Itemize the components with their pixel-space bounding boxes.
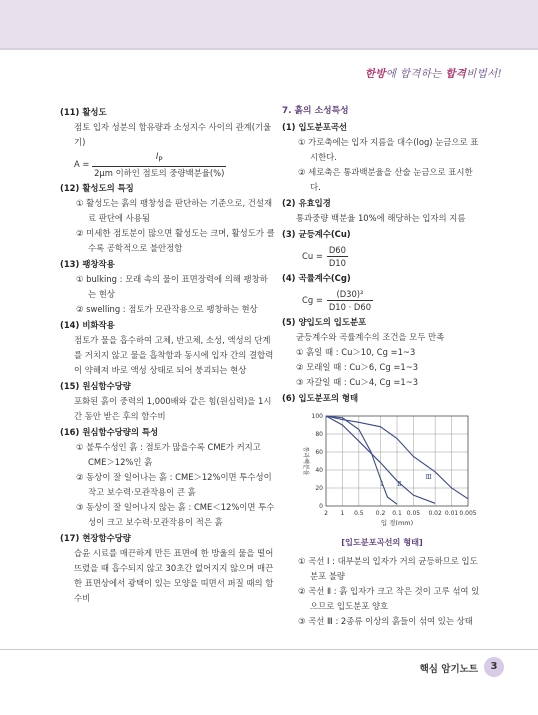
x-axis-label: 입 경(mm) xyxy=(380,519,414,527)
formula-num-sub: P xyxy=(158,155,163,164)
header-rule xyxy=(0,48,538,50)
section-title: 팽창작용 xyxy=(82,259,115,269)
x-tick-label: 0.2 xyxy=(375,510,386,517)
list-item: ③ 곡선 Ⅲ : 2종류 이상의 흙들이 섞여 있는 상태 xyxy=(298,616,473,626)
list-item: ① 곡선 Ⅰ : 대부분의 입자가 거의 균등하므로 입도분포 불량 xyxy=(298,556,478,581)
section-number: (15) xyxy=(60,381,80,391)
section-title: 현장함수당량 xyxy=(82,533,131,543)
section-number: (4) xyxy=(282,273,296,283)
list-item: ③ 자갈일 때 : Cu＞4, Cg =1~3 xyxy=(296,377,419,387)
section-r2-heading xyxy=(282,196,482,211)
y-axis-label: 통과백분율 xyxy=(302,446,309,476)
section-number: (16) xyxy=(60,427,80,437)
section-17-body: 습윤 시료를 매끈하게 만든 표면에 한 방울의 물을 떨어뜨렸을 때 흡수되지 않고 30초간 없어지지 않으며 매끈한 표면상에서 광택이 있는 모양을 띠면서 퍼질 때의 함수비 xyxy=(74,548,274,603)
section-11-body: 점토 입자 성분의 함유량과 소성지수 사이의 관계(기울기) xyxy=(74,122,272,147)
x-tick-label: 0.02 xyxy=(428,510,442,517)
chart-caption: [입도분포곡선의 형태] xyxy=(341,537,423,547)
section-title: 활성도 xyxy=(82,107,107,117)
curve-label: Ⅰ xyxy=(380,480,384,489)
x-tick-label: 1 xyxy=(340,510,345,517)
formula-fraction xyxy=(92,150,226,179)
motto-mid: 에 합격하는 xyxy=(385,68,446,80)
section-number: (3) xyxy=(282,229,296,239)
list-item: ② 모래일 때 : Cu＞6, Cg =1~3 xyxy=(296,362,419,372)
section-title: 입도분포곡선 xyxy=(298,122,348,132)
list-item: ② 미세한 점토분이 많으면 활성도는 크며, 활성도가 클수록 공학적으로 불안정함 xyxy=(76,228,275,253)
x-tick-label: 2 xyxy=(324,510,328,517)
section-12-heading xyxy=(60,181,275,196)
list-item: ① 불투수성인 흙 : 점토가 많을수록 CME가 커지고 CME＞12%인 흙 xyxy=(76,442,261,467)
uniformity-formula xyxy=(282,242,482,270)
motto-suffix: 비법서! xyxy=(466,68,502,80)
motto-highlight: 합격 xyxy=(445,68,467,80)
section-title: 비화작용 xyxy=(82,320,115,330)
activity-formula xyxy=(60,150,275,180)
section-number: (5) xyxy=(282,317,296,327)
x-tick-label: 0.5 xyxy=(354,510,364,517)
list-item: ③ 동상이 잘 일어나지 않는 흙 : CME＜12%이면 투수성이 크고 보수력·모관작용이 적은 흙 xyxy=(76,502,275,527)
section-number: (14) xyxy=(60,320,80,330)
section-title: 입도분포의 형태 xyxy=(298,393,359,403)
y-tick-label: 20 xyxy=(315,485,323,492)
formula-lhs: A = xyxy=(74,158,90,169)
curvature-formula xyxy=(282,286,482,314)
list-item: ① 활성도는 흙의 팽창성을 판단하는 기준으로, 건설재료 판단에 사용됨 xyxy=(76,198,273,223)
section-number: (12) xyxy=(60,183,80,193)
section-number: (2) xyxy=(282,198,296,208)
section-17-heading xyxy=(60,531,275,546)
list-item: ① 흙일 때 : Cu＞10, Cg =1~3 xyxy=(296,347,416,357)
section-number: (1) xyxy=(282,122,296,132)
section-15-body: 포화된 흙이 중력의 1,000배와 같은 힘(원심력)을 1시간 동안 받은 후의 함수비 xyxy=(74,396,272,421)
y-tick-label: 100 xyxy=(311,413,323,420)
list-item: ② 동상이 잘 일어나는 흙 : CME＞12%이면 투수성이 작고 보수력·모관작용이 큰 흙 xyxy=(76,472,272,497)
list-item: ① 가로축에는 입자 지름을 대수(log) 눈금으로 표시한다. xyxy=(298,137,479,162)
formula-numerator xyxy=(92,150,226,167)
formula-denominator: D10 xyxy=(328,257,346,268)
x-tick-label: 0.1 xyxy=(392,510,402,517)
y-tick-label: 80 xyxy=(315,431,323,438)
section-title: 활성도의 특징 xyxy=(82,183,134,193)
formula-numerator: D60 xyxy=(328,244,346,255)
y-tick-label: 40 xyxy=(315,467,323,474)
section-title: 원심함수당량 xyxy=(82,381,131,391)
x-tick-label: 0.01 xyxy=(444,510,459,517)
section-title: 균등계수(Cu) xyxy=(298,229,351,239)
section-r4-heading xyxy=(282,271,482,286)
formula-lhs: Cu = xyxy=(302,250,323,261)
section-14-body: 점토가 물을 흡수하여 고체, 반고체, 소성, 액성의 단계를 거치지 않고 물을 흡착함과 동시에 입자 간의 결합력이 약해져 바로 액성 상태로 되어 붕괴되는 현상 xyxy=(74,335,274,375)
motto-prefix: 한방 xyxy=(364,68,386,80)
y-tick-label: 0 xyxy=(319,503,323,510)
list-item: ② 세로축은 통과백분율을 산술 눈금으로 표시한다. xyxy=(298,167,473,192)
list-item: ① bulking : 모래 속의 물이 표면장력에 의해 팽창하는 현상 xyxy=(76,274,268,299)
right-column xyxy=(282,104,482,629)
section-number: (6) xyxy=(282,393,296,403)
x-tick-label: 0.05 xyxy=(406,510,421,517)
section-r3-heading xyxy=(282,227,482,242)
section-title: 곡률계수(Cg) xyxy=(298,273,351,283)
formula-lhs: Cg = xyxy=(302,294,323,305)
section-number: (17) xyxy=(60,533,80,543)
section-number: (13) xyxy=(60,259,80,269)
section-16-heading xyxy=(60,425,275,440)
section-15-heading xyxy=(60,379,275,394)
section-14-heading xyxy=(60,318,275,333)
formula-fraction xyxy=(327,288,373,313)
x-tick-label: 0.005 xyxy=(459,510,476,517)
left-column xyxy=(60,104,275,606)
series-line-1 xyxy=(326,416,397,504)
footer-label: 핵심 암기노트 xyxy=(419,664,478,675)
curve-label: Ⅲ xyxy=(425,473,432,481)
footer-rule xyxy=(0,649,538,650)
formula-numerator: (D30)² xyxy=(327,288,373,301)
section-r2-body: 통과중량 백분율 10%에 해당하는 입자의 지름 xyxy=(296,213,466,223)
formula-denominator: 2μm 이하인 점토의 중량백분율(%) xyxy=(94,167,225,178)
section-title: 원심함수당량의 특성 xyxy=(82,427,159,437)
section-13-heading xyxy=(60,257,275,272)
list-item: ② 곡선 Ⅱ : 흙 입자가 크고 작은 것이 고루 섞여 있으므로 입도분포 양호 xyxy=(298,586,480,611)
y-tick-label: 60 xyxy=(315,449,323,456)
formula-fraction xyxy=(327,244,348,269)
section-r6-heading xyxy=(282,391,482,406)
chapter-heading: 7. 흙의 소성특성 xyxy=(282,106,349,116)
section-r5-heading xyxy=(282,315,482,330)
curve-label: Ⅱ xyxy=(397,480,402,489)
header-band xyxy=(0,0,538,48)
section-r1-heading xyxy=(282,120,482,135)
header-motto xyxy=(365,66,502,81)
section-11-heading xyxy=(60,105,275,120)
section-title: 유효입경 xyxy=(298,198,331,208)
section-r5-body: 균등계수와 곡률계수의 조건을 모두 만족 xyxy=(296,332,445,342)
list-item: ② swelling : 점토가 모관작용으로 팽창하는 현상 xyxy=(76,304,258,314)
page-number: 3 xyxy=(484,657,504,677)
formula-denominator: D10 · D60 xyxy=(328,301,372,312)
section-title: 양입도의 입도분포 xyxy=(298,317,367,327)
formula-num-main: I xyxy=(155,151,159,161)
section-number: (11) xyxy=(60,107,80,117)
grain-size-chart xyxy=(296,410,476,528)
